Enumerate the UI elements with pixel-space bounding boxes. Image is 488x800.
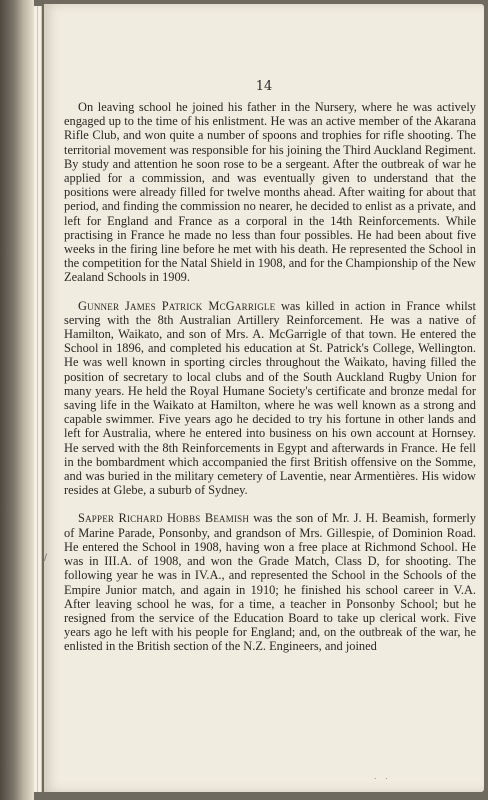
paragraph-3-text: was the son of Mr. J. H. Beamish, formerly of Marine Parade, Ponsonby, and grandson of Mrs. Gillespie, of Dominion Road. He entered the School in 1908, having won a free place at Richmond School. He was in III.A. of 1908, and won the Grade Match, Class D, for shooting. The following year he was in IV.A., and represented the School in the Schools of the Empire Junior match, and again in 1910; he finished his school career in V.A. After leaving school he was, for a time, a teacher in Ponsonby School; but he resigned from the service of the Education Board to take up clerical work. Five years ago he left with his people for England; and, on the outbreak of the war, he enlisted in the British section of the N.Z. Engineers, and joined xyxy=(64,511,476,654)
page-number: 14 xyxy=(255,79,273,94)
margin-mark: / xyxy=(44,553,48,563)
paragraph-2-text: was killed in action in France whilst serving with the 8th Australian Artillery Reinforcement. He was a native of Hamilton, Waikato, and son of Mrs. A. McGarrigle of that town. He entered the School in 1896, and completed his education at St. Patrick's College, Wellington. He was well known in sporting circles throughout the Waikato, having filled the position of secretary to local clubs and of the South Auckland Rugby Union for many years. He held the Royal Humane Society's certificate and bronze medal for saving life in the Waikato at Hamilton, where he was well known as a strong and capable swimmer. Five years ago he decided to try his fortune in other lands and left for Australia, where he entered into business on his own account at Hornsey. He served with the 8th Reinforcements in Egypt and afterwards in France. He fell in the bombardment which accompanied the first British offensive on the Somme, and was buried in the military cemetery of Laventie, near Armentières. His widow resides at Glebe, a suburb of Sydney. xyxy=(64,298,476,498)
page-edge xyxy=(38,6,42,792)
book-binding xyxy=(0,0,34,800)
body-text xyxy=(64,100,476,668)
paragraph-3 xyxy=(64,511,476,653)
paragraph-1: On leaving school he joined his father in the Nursery, where he was actively engaged up to the time of his enlistment. He was an active member of the Akarana Rifle Club, and won quite a number of spoons and trophies for rifle shooting. The territorial movement was responsible for his joining the Third Auckland Regiment. By study and attention he soon rose to be a sergeant. After the outbreak of war he applied for a commission, and was eventually given to understand that the positions were already filled for twelve months ahead. After waiting for about that period, and finding the commission no nearer, he decided to enlist as a private, and left for England and France as a corporal in the 14th Reinforcements. While practising in France he made no less than four possibles. He had been about five weeks in the firing line before he met with his death. He represented the School in the competition for the Natal Shield in 1908, and for the Championship of the New Zealand Schools in 1909. xyxy=(64,100,476,285)
footer-dots: . . xyxy=(374,772,391,781)
soldier-name: Gunner James Patrick McGarrigle xyxy=(78,298,276,313)
paragraph-2 xyxy=(64,299,476,498)
soldier-name: Sapper Richard Hobbs Beamish xyxy=(78,511,250,526)
